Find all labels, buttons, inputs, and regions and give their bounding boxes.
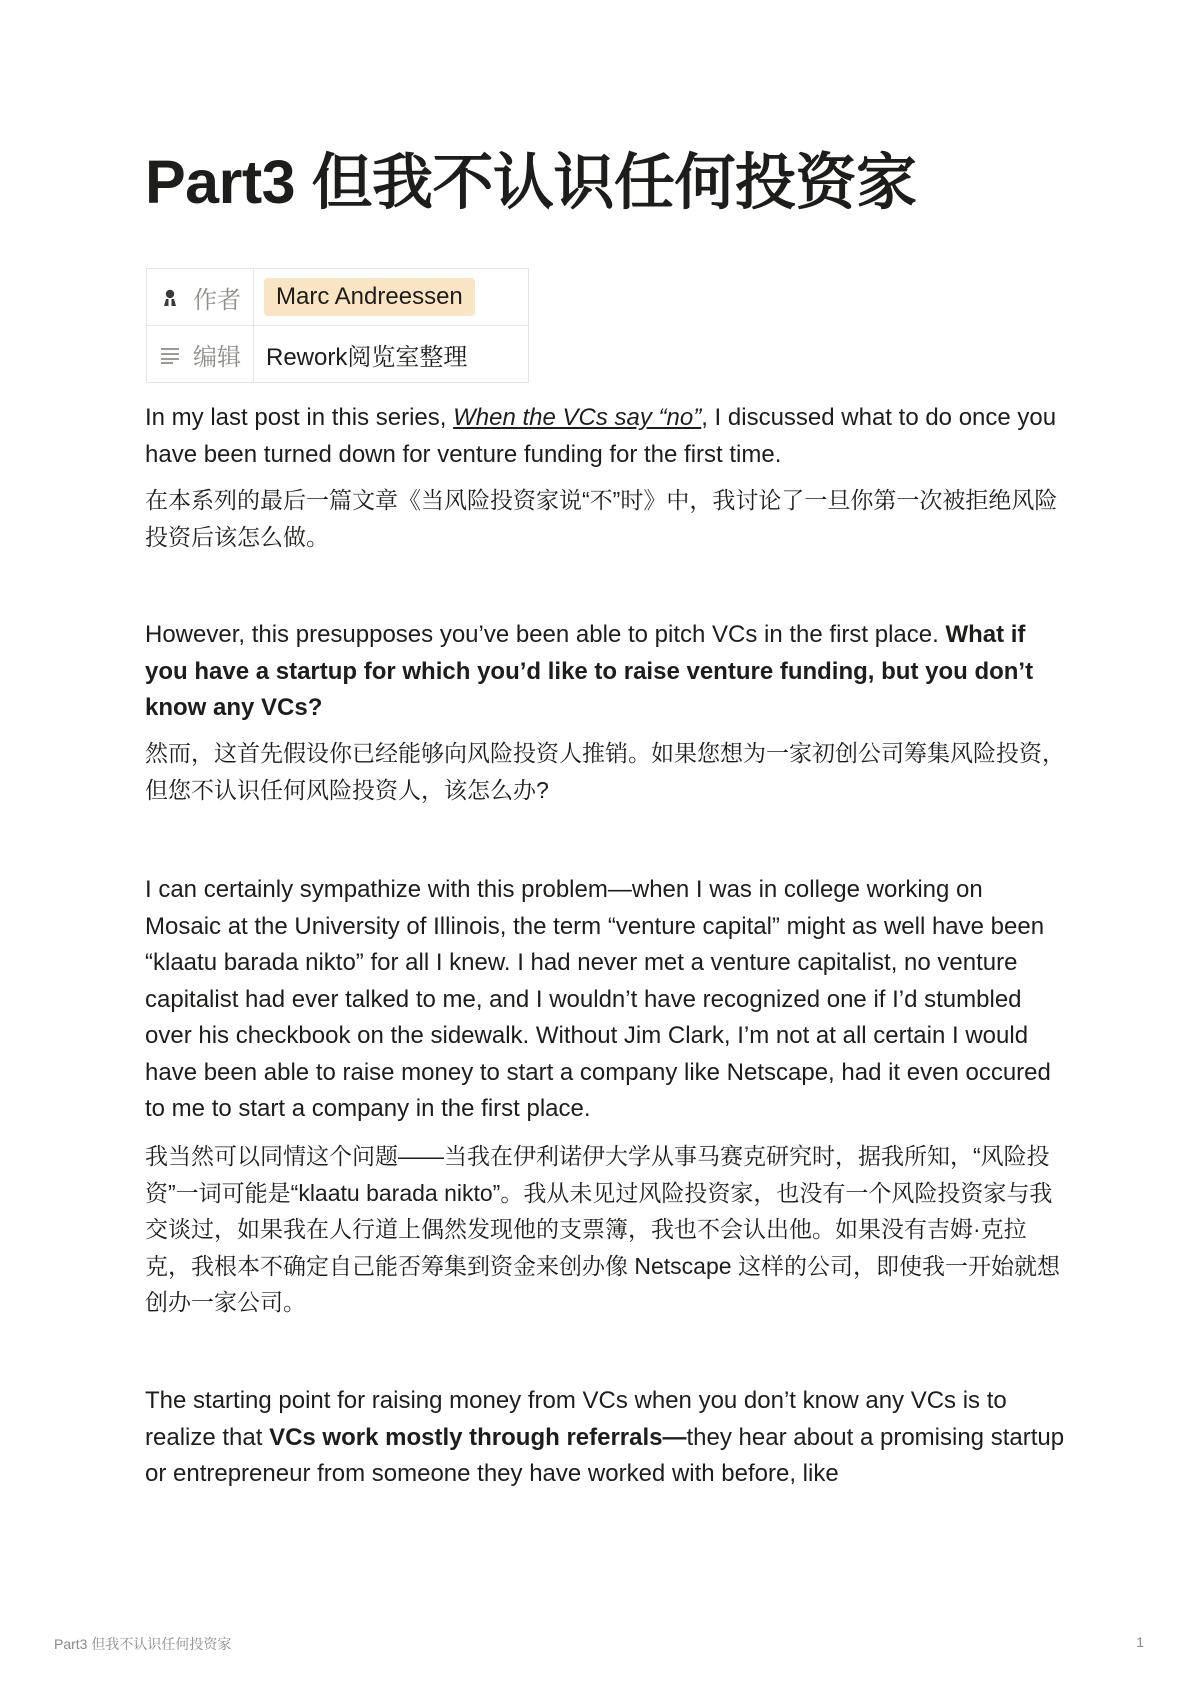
property-key-editor [147, 326, 254, 383]
p2-bold-question: What if you have a startup for which you’d like to raise venture funding, but you don’t know any VCs? [145, 621, 1034, 721]
author-tag[interactable]: Marc Andreessen [264, 278, 475, 316]
p4-text-a: The starting point for raising money from VCs when you don’t know any VCs is to realize that [145, 1387, 1007, 1451]
paragraph-2-en [145, 617, 1065, 727]
page-title: Part3 但我不认识任何投资家 [145, 148, 917, 216]
paragraph-3-zh: 我当然可以同情这个问题——当我在伊利诺伊大学从事马赛克研究时，据我所知，“风险投资”一词可能是“klaatu barada nikto”。我从未见过风险投资家，也没有一个风险投资家与我交谈过，如果我在人行道上偶然发现他的支票簿，我也不会认出他。如果没有吉姆·克拉克，我根本不确定自己能否筹集到资金来创办像 Netscape 这样的公司，即使我一开始就想创办一家公司。 [145, 1143, 1060, 1315]
author-label: 作者 [193, 286, 241, 314]
properties-table [146, 268, 529, 383]
paragraph-2-zh: 然而，这首先假设你已经能够向风险投资人推销。如果您想为一家初创公司筹集风险投资，但您不认识任何风险投资人，该怎么办? [145, 740, 1065, 803]
p2-text-a: However, this presupposes you’ve been able to pitch VCs in the first place. [145, 621, 946, 648]
person-icon [159, 286, 181, 308]
footer-doc-title: Part3 但我不认识任何投资家 [54, 1636, 232, 1652]
property-value-editor[interactable] [254, 326, 529, 383]
editor-value: Rework阅览室整理 [266, 343, 468, 371]
property-value-author[interactable] [254, 269, 529, 326]
property-key-author [147, 269, 254, 326]
paragraph-1-zh: 在本系列的最后一篇文章《当风险投资家说“不”时》中，我讨论了一旦你第一次被拒绝风险投资后该怎么做。 [145, 487, 1058, 550]
property-row-editor [147, 326, 529, 383]
page-number: 1 [1136, 1634, 1144, 1650]
paragraph-3-en: I can certainly sympathize with this problem—when I was in college working on Mosaic at the University of Illinois, the term “venture capital” might as well have been “klaatu barada nikto” for all I knew. I had never met a venture capitalist, no venture capitalist had ever talked to me, and I wouldn’t have recognized one if I’d stumbled over his checkbook on the sidewalk. Without Jim Clark, I’m not at all certain I would have been able to raise money to start a company like Netscape, had it even occured to me to start a company in the first place. [145, 876, 1051, 1122]
text-lines-icon [159, 343, 181, 365]
property-row-author [147, 269, 529, 326]
p4-text-b: they hear about a promising startup or entrepreneur from someone they have worked with before, like [145, 1423, 1065, 1487]
p4-bold-referrals: VCs work mostly through referrals— [269, 1423, 687, 1451]
paragraph-1-en [145, 400, 1065, 473]
p1-text-a: In my last post in this series, [145, 404, 454, 431]
editor-label: 编辑 [193, 343, 241, 371]
link-when-vcs-say-no[interactable]: When the VCs say “no” [453, 404, 702, 431]
p1-text-b: , I discussed what to do once you have been turned down for venture funding for the first time. [145, 404, 1057, 468]
paragraph-4-en [145, 1383, 1065, 1493]
